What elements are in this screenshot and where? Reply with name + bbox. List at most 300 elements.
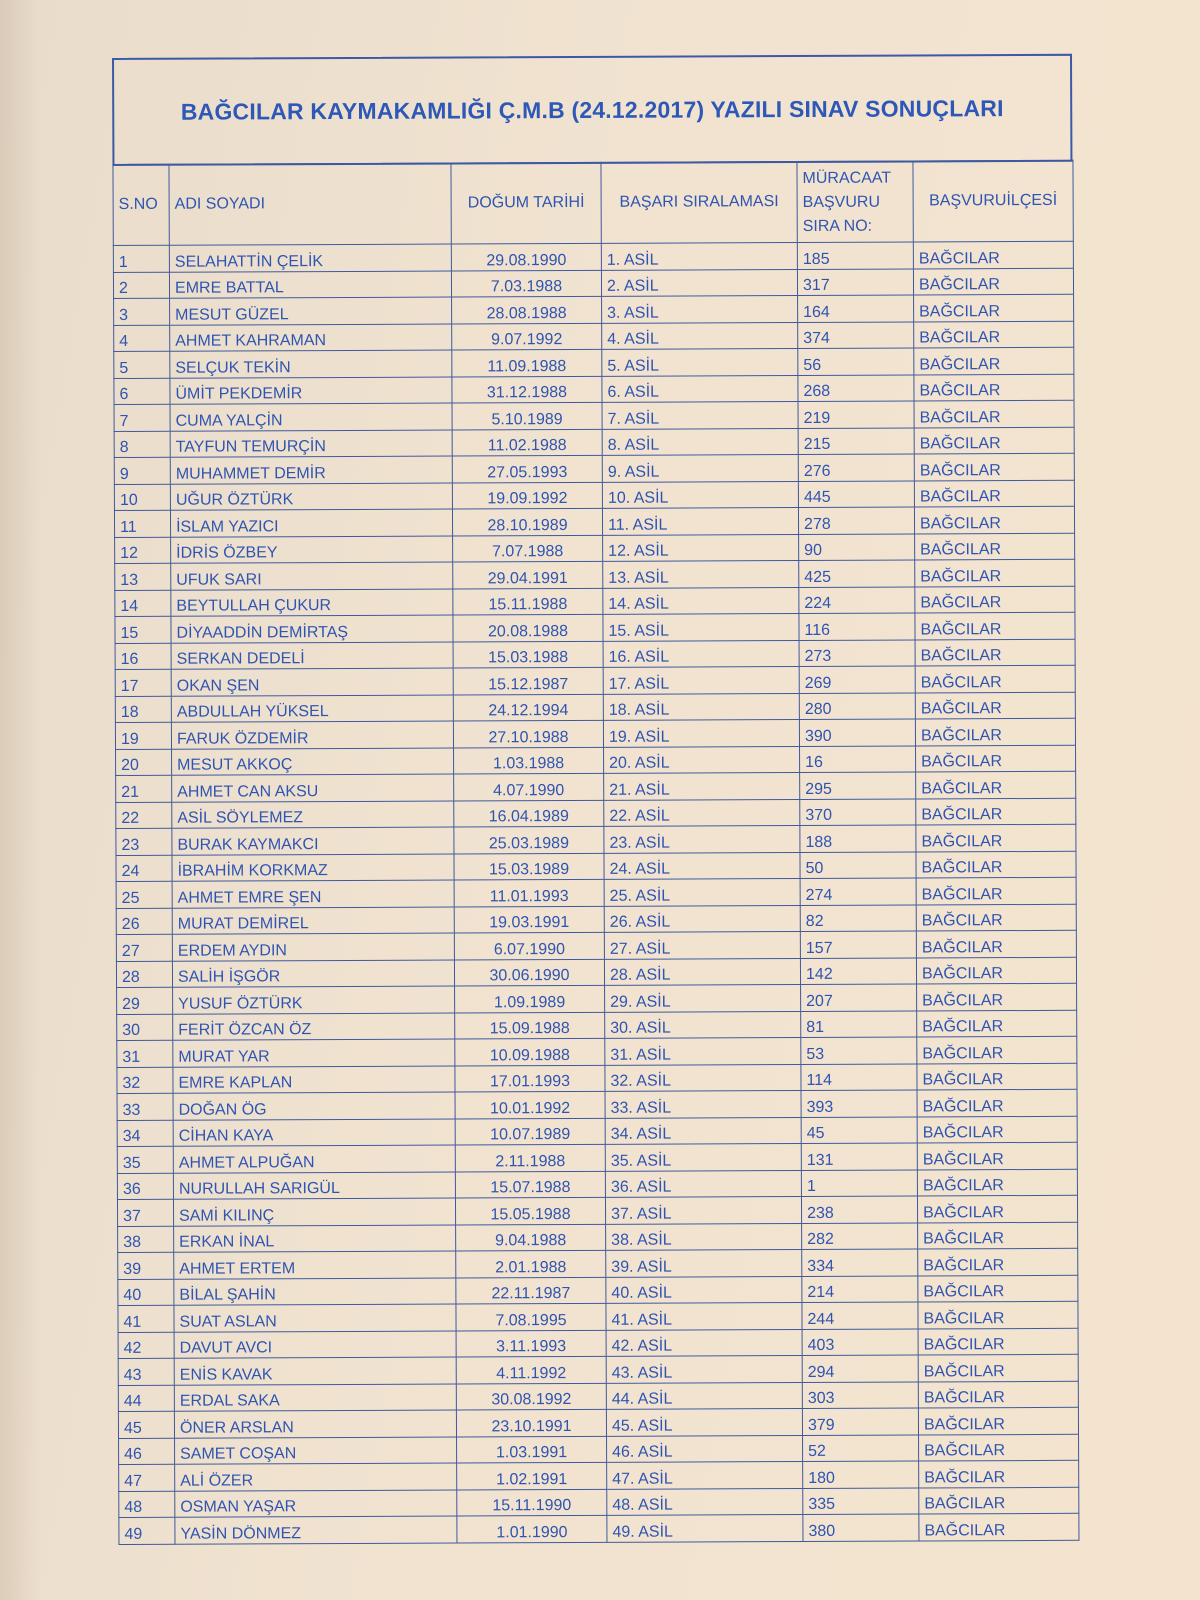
cell-name: SUAT ASLAN [174,1304,456,1332]
page-edge-shadow [0,0,40,1600]
cell-dob: 2.11.1988 [455,1144,605,1171]
cell-application-no: 393 [801,1090,917,1117]
table-row [116,930,1076,961]
cell-district: BAĞCILAR [915,692,1075,719]
cell-rank: 26. ASİL [604,905,800,932]
cell-rank: 29. ASİL [605,985,801,1012]
table-row [118,1381,1078,1412]
cell-sno: 16 [115,643,171,670]
table-row [114,506,1074,537]
cell-application-no: 276 [798,454,914,481]
table-row [119,1460,1079,1491]
cell-district: BAĞCILAR [918,1407,1078,1434]
cell-district: BAĞCILAR [914,427,1074,454]
cell-rank: 38. ASİL [606,1223,802,1250]
cell-district: BAĞCILAR [914,453,1074,480]
cell-sno: 12 [115,537,171,564]
cell-rank: 42. ASİL [606,1329,802,1356]
cell-district: BAĞCILAR [918,1381,1078,1408]
cell-sno: 8 [114,431,170,458]
cell-dob: 19.03.1991 [454,906,604,933]
cell-district: BAĞCILAR [915,533,1075,560]
cell-dob: 7.08.1995 [456,1303,606,1330]
cell-sno: 31 [117,1040,173,1067]
cell-application-no: 219 [798,401,914,428]
cell-sno: 17 [115,669,171,696]
table-row [115,612,1075,643]
cell-district: BAĞCILAR [914,321,1074,348]
cell-application-no: 45 [801,1116,917,1143]
cell-application-no: 374 [798,322,914,349]
cell-rank: 20. ASİL [604,746,800,773]
cell-district: BAĞCILAR [916,771,1076,798]
cell-dob: 15.05.1988 [455,1197,605,1224]
table-row [115,665,1075,696]
cell-name: MUHAMMET DEMİR [170,456,452,484]
cell-dob: 6.07.1990 [454,932,604,959]
cell-district: BAĞCILAR [918,1222,1078,1249]
table-row [117,1063,1077,1094]
cell-rank: 31. ASİL [605,1038,801,1065]
table-row [116,798,1076,829]
cell-rank: 39. ASİL [606,1250,802,1277]
cell-sno: 5 [114,351,170,378]
cell-dob: 15.11.1990 [457,1489,607,1516]
cell-application-no: 53 [801,1037,917,1064]
cell-rank: 10. ASİL [602,481,798,508]
cell-sno: 49 [119,1517,175,1544]
cell-sno: 14 [115,590,171,617]
cell-application-no: 224 [799,587,915,614]
cell-rank: 3. ASİL [602,296,798,323]
cell-rank: 21. ASİL [604,773,800,800]
cell-dob: 22.11.1987 [456,1277,606,1304]
cell-application-no: 379 [802,1408,918,1435]
cell-rank: 2. ASİL [601,269,797,296]
table-row [116,824,1076,855]
cell-name: İSLAM YAZICI [170,509,452,537]
cell-application-no: 90 [799,534,915,561]
cell-district: BAĞCILAR [916,904,1076,931]
cell-rank: 36. ASİL [605,1170,801,1197]
cell-application-no: 370 [800,799,916,826]
cell-sno: 4 [114,325,170,352]
cell-rank: 4. ASİL [602,322,798,349]
cell-sno: 19 [115,722,171,749]
cell-dob: 10.09.1988 [455,1038,605,1065]
cell-application-no: 114 [801,1063,917,1090]
table-row [117,1089,1077,1120]
results-document [112,54,1078,1545]
table-row [116,745,1076,776]
header-name: ADI SOYADI [169,163,451,245]
table-row [117,1142,1077,1173]
cell-district: BAĞCILAR [917,1142,1077,1169]
cell-dob: 4.07.1990 [454,773,604,800]
cell-name: YASİN DÖNMEZ [175,1516,457,1544]
cell-dob: 1.03.1988 [454,747,604,774]
cell-name: ERDAL SAKA [174,1384,456,1412]
cell-sno: 26 [116,908,172,935]
cell-dob: 29.08.1990 [451,243,601,270]
cell-district: BAĞCILAR [913,241,1073,268]
cell-rank: 19. ASİL [603,720,799,747]
cell-dob: 24.12.1994 [453,694,603,721]
cell-sno: 10 [114,484,170,511]
cell-sno: 39 [118,1252,174,1279]
cell-sno: 44 [118,1385,174,1412]
cell-sno: 25 [116,881,172,908]
cell-dob: 9.07.1992 [452,323,602,350]
cell-rank: 40. ASİL [606,1276,802,1303]
cell-name: BURAK KAYMAKCI [172,827,454,855]
cell-district: BAĞCILAR [916,745,1076,772]
cell-rank: 41. ASİL [606,1303,802,1330]
cell-name: AHMET ALPUĞAN [173,1145,455,1173]
cell-district: BAĞCILAR [914,506,1074,533]
table-row [115,559,1075,590]
cell-dob: 11.09.1988 [452,349,602,376]
cell-sno: 27 [116,934,172,961]
table-row [117,1169,1077,1200]
cell-sno: 45 [118,1411,174,1438]
cell-district: BAĞCILAR [917,1195,1077,1222]
cell-name: AHMET ERTEM [174,1251,456,1279]
cell-name: EMRE KAPLAN [173,1066,455,1094]
cell-dob: 23.10.1991 [456,1409,606,1436]
cell-dob: 3.11.1993 [456,1330,606,1357]
cell-district: BAĞCILAR [914,400,1074,427]
cell-dob: 27.10.1988 [453,720,603,747]
cell-name: DOĞAN ÖG [173,1092,455,1120]
cell-application-no: 82 [800,904,916,931]
cell-name: MURAT YAR [173,1039,455,1067]
cell-name: SAMET COŞAN [175,1437,457,1465]
table-row [115,718,1075,749]
cell-dob: 7.03.1988 [451,270,601,297]
cell-application-no: 180 [803,1461,919,1488]
cell-district: BAĞCILAR [919,1434,1079,1461]
cell-application-no: 81 [801,1010,917,1037]
cell-sno: 3 [114,298,170,325]
cell-district: BAĞCILAR [916,877,1076,904]
cell-dob: 30.06.1990 [454,959,604,986]
cell-rank: 14. ASİL [603,587,799,614]
cell-dob: 2.01.1988 [456,1250,606,1277]
table-row [114,453,1074,484]
cell-dob: 15.12.1987 [453,667,603,694]
cell-district: BAĞCILAR [918,1328,1078,1355]
cell-name: MESUT AKKOÇ [172,748,454,776]
cell-district: BAĞCILAR [917,1036,1077,1063]
cell-rank: 35. ASİL [605,1144,801,1171]
cell-sno: 43 [118,1358,174,1385]
cell-name: İDRİS ÖZBEY [171,536,453,564]
cell-name: MURAT DEMİREL [172,907,454,935]
cell-name: SELAHATTİN ÇELİK [169,244,451,272]
table-row [113,268,1073,299]
cell-application-no: 445 [798,481,914,508]
cell-sno: 29 [117,987,173,1014]
cell-sno: 2 [113,272,169,299]
cell-district: BAĞCILAR [918,1275,1078,1302]
cell-name: EMRE BATTAL [169,271,451,299]
cell-name: TAYFUN TEMURÇİN [170,430,452,458]
table-row [114,400,1074,431]
cell-dob: 7.07.1988 [453,535,603,562]
cell-rank: 11. ASİL [602,508,798,535]
document-title: BAĞCILAR KAYMAKAMLIĞI Ç.M.B (24.12.2017) YAZILI SINAV SONUÇLARI [112,54,1072,166]
cell-name: NURULLAH SARIGÜL [173,1172,455,1200]
cell-application-no: 303 [802,1381,918,1408]
cell-sno: 18 [115,696,171,723]
table-row [116,851,1076,882]
table-row [114,321,1074,352]
cell-application-no: 317 [797,269,913,296]
cell-sno: 42 [118,1332,174,1359]
table-row [119,1513,1079,1544]
cell-rank: 45. ASİL [606,1409,802,1436]
table-row [117,1195,1077,1226]
cell-name: FERİT ÖZCAN ÖZ [173,1013,455,1041]
cell-rank: 5. ASİL [602,349,798,376]
cell-dob: 16.04.1989 [454,800,604,827]
table-row [117,1116,1077,1147]
table-row [114,374,1074,405]
table-row [118,1354,1078,1385]
cell-rank: 25. ASİL [604,879,800,906]
cell-application-no: 142 [800,957,916,984]
cell-sno: 41 [118,1305,174,1332]
cell-application-no: 1 [801,1169,917,1196]
header-sno: S.NO [113,164,169,245]
table-row [118,1407,1078,1438]
cell-name: OSMAN YAŞAR [175,1490,457,1518]
cell-district: BAĞCILAR [916,930,1076,957]
cell-dob: 1.09.1989 [455,985,605,1012]
cell-application-no: 185 [797,242,913,269]
cell-rank: 30. ASİL [605,1011,801,1038]
cell-name: ENİS KAVAK [174,1357,456,1385]
cell-district: BAĞCILAR [917,1116,1077,1143]
cell-name: SALİH İŞGÖR [172,960,454,988]
cell-application-no: 282 [802,1222,918,1249]
cell-rank: 47. ASİL [607,1461,803,1488]
cell-rank: 16. ASİL [603,640,799,667]
cell-district: BAĞCILAR [915,665,1075,692]
cell-rank: 34. ASİL [605,1117,801,1144]
cell-application-no: 164 [798,295,914,322]
cell-rank: 7. ASİL [602,402,798,429]
cell-rank: 23. ASİL [604,826,800,853]
table-row [117,1036,1077,1067]
cell-rank: 49. ASİL [607,1514,803,1541]
header-rank: BAŞARI SIRALAMASI [601,162,797,244]
table-row [118,1301,1078,1332]
cell-name: CİHAN KAYA [173,1119,455,1147]
cell-name: SELÇUK TEKİN [170,350,452,378]
cell-rank: 43. ASİL [606,1356,802,1383]
cell-dob: 1.02.1991 [457,1462,607,1489]
cell-rank: 27. ASİL [604,932,800,959]
cell-application-no: 52 [803,1434,919,1461]
cell-rank: 24. ASİL [604,852,800,879]
cell-sno: 46 [119,1438,175,1465]
cell-sno: 32 [117,1067,173,1094]
cell-application-no: 380 [803,1514,919,1541]
cell-dob: 28.10.1989 [452,508,602,535]
cell-sno: 11 [114,510,170,537]
cell-district: BAĞCILAR [919,1487,1079,1514]
cell-application-no: 244 [802,1302,918,1329]
cell-rank: 37. ASİL [605,1197,801,1224]
cell-rank: 22. ASİL [604,799,800,826]
cell-application-no: 278 [798,507,914,534]
cell-sno: 47 [119,1464,175,1491]
cell-rank: 46. ASİL [607,1435,803,1462]
cell-rank: 48. ASİL [607,1488,803,1515]
cell-name: AHMET EMRE ŞEN [172,880,454,908]
cell-application-no: 268 [798,375,914,402]
table-row [116,957,1076,988]
cell-sno: 48 [119,1491,175,1518]
table-row [114,294,1074,325]
cell-dob: 20.08.1988 [453,614,603,641]
cell-application-no: 214 [802,1275,918,1302]
cell-name: FARUK ÖZDEMİR [171,721,453,749]
header-district: BAŞVURUİLÇESİ [913,160,1073,242]
cell-name: ÖNER ARSLAN [174,1410,456,1438]
cell-name: ERDEM AYDIN [172,933,454,961]
cell-sno: 23 [116,828,172,855]
cell-name: SAMİ KILINÇ [173,1198,455,1226]
cell-sno: 38 [118,1226,174,1253]
cell-name: AHMET CAN AKSU [172,774,454,802]
header-application-no [797,161,913,243]
cell-application-no: 390 [799,719,915,746]
cell-name: YUSUF ÖZTÜRK [173,986,455,1014]
cell-name: ALİ ÖZER [175,1463,457,1491]
cell-application-no: 207 [801,984,917,1011]
table-row [116,877,1076,908]
cell-sno: 37 [117,1199,173,1226]
cell-name: ÜMİT PEKDEMİR [170,377,452,405]
cell-district: BAĞCILAR [914,480,1074,507]
cell-application-no: 56 [798,348,914,375]
header-application-line1: MÜRACAAT [802,169,892,187]
table-row [114,347,1074,378]
cell-application-no: 157 [800,931,916,958]
cell-application-no: 280 [799,693,915,720]
results-table [112,160,1079,1545]
cell-name: BEYTULLAH ÇUKUR [171,589,453,617]
cell-name: ERKAN İNAL [174,1225,456,1253]
header-application-line3: SIRA NO: [802,217,873,235]
cell-sno: 20 [116,749,172,776]
cell-application-no: 273 [799,640,915,667]
cell-rank: 18. ASİL [603,693,799,720]
cell-name: BİLAL ŞAHİN [174,1278,456,1306]
cell-district: BAĞCILAR [914,347,1074,374]
cell-application-no: 131 [801,1143,917,1170]
cell-dob: 11.02.1988 [452,429,602,456]
cell-sno: 40 [118,1279,174,1306]
cell-sno: 13 [115,563,171,590]
table-row [114,480,1074,511]
cell-district: BAĞCILAR [916,824,1076,851]
cell-dob: 15.07.1988 [455,1171,605,1198]
cell-sno: 35 [117,1146,173,1173]
cell-rank: 13. ASİL [603,561,799,588]
cell-district: BAĞCILAR [918,1248,1078,1275]
table-row [115,639,1075,670]
table-row [116,904,1076,935]
table-row [118,1328,1078,1359]
cell-dob: 10.07.1989 [455,1118,605,1145]
cell-dob: 4.11.1992 [456,1356,606,1383]
cell-district: BAĞCILAR [915,586,1075,613]
cell-application-no: 334 [802,1249,918,1276]
cell-name: CUMA YALÇİN [170,403,452,431]
cell-dob: 19.09.1992 [452,482,602,509]
cell-dob: 31.12.1988 [452,376,602,403]
cell-sno: 30 [117,1014,173,1041]
cell-application-no: 425 [799,560,915,587]
cell-sno: 1 [113,245,169,272]
cell-name: ABDULLAH YÜKSEL [171,695,453,723]
cell-district: BAĞCILAR [918,1301,1078,1328]
cell-dob: 15.11.1988 [453,588,603,615]
table-row [117,1010,1077,1041]
cell-dob: 9.04.1988 [456,1224,606,1251]
cell-dob: 5.10.1989 [452,402,602,429]
cell-name: SERKAN DEDELİ [171,642,453,670]
cell-sno: 21 [116,775,172,802]
table-row [114,427,1074,458]
table-row [116,771,1076,802]
cell-application-no: 238 [801,1196,917,1223]
cell-application-no: 274 [800,878,916,905]
table-row [113,241,1073,272]
header-dob: DOĞUM TARİHİ [451,162,601,244]
cell-name: UĞUR ÖZTÜRK [170,483,452,511]
cell-district: BAĞCILAR [914,374,1074,401]
header-application-line2: BAŞVURU [802,193,881,211]
cell-rank: 17. ASİL [603,667,799,694]
cell-application-no: 269 [799,666,915,693]
table-row [118,1275,1078,1306]
table-row [115,586,1075,617]
cell-application-no: 335 [803,1487,919,1514]
cell-dob: 29.04.1991 [453,561,603,588]
cell-dob: 27.05.1993 [452,455,602,482]
cell-sno: 22 [116,802,172,829]
table-row [115,692,1075,723]
cell-rank: 1. ASİL [601,243,797,270]
cell-district: BAĞCILAR [915,559,1075,586]
cell-name: DİYAADDİN DEMİRTAŞ [171,615,453,643]
header-row [113,160,1073,245]
cell-dob: 15.09.1988 [455,1012,605,1039]
cell-dob: 17.01.1993 [455,1065,605,1092]
cell-sno: 9 [114,457,170,484]
cell-name: OKAN ŞEN [171,668,453,696]
cell-rank: 32. ASİL [605,1064,801,1091]
cell-dob: 1.03.1991 [457,1436,607,1463]
cell-rank: 15. ASİL [603,614,799,641]
cell-name: İBRAHİM KORKMAZ [172,854,454,882]
cell-rank: 33. ASİL [605,1091,801,1118]
